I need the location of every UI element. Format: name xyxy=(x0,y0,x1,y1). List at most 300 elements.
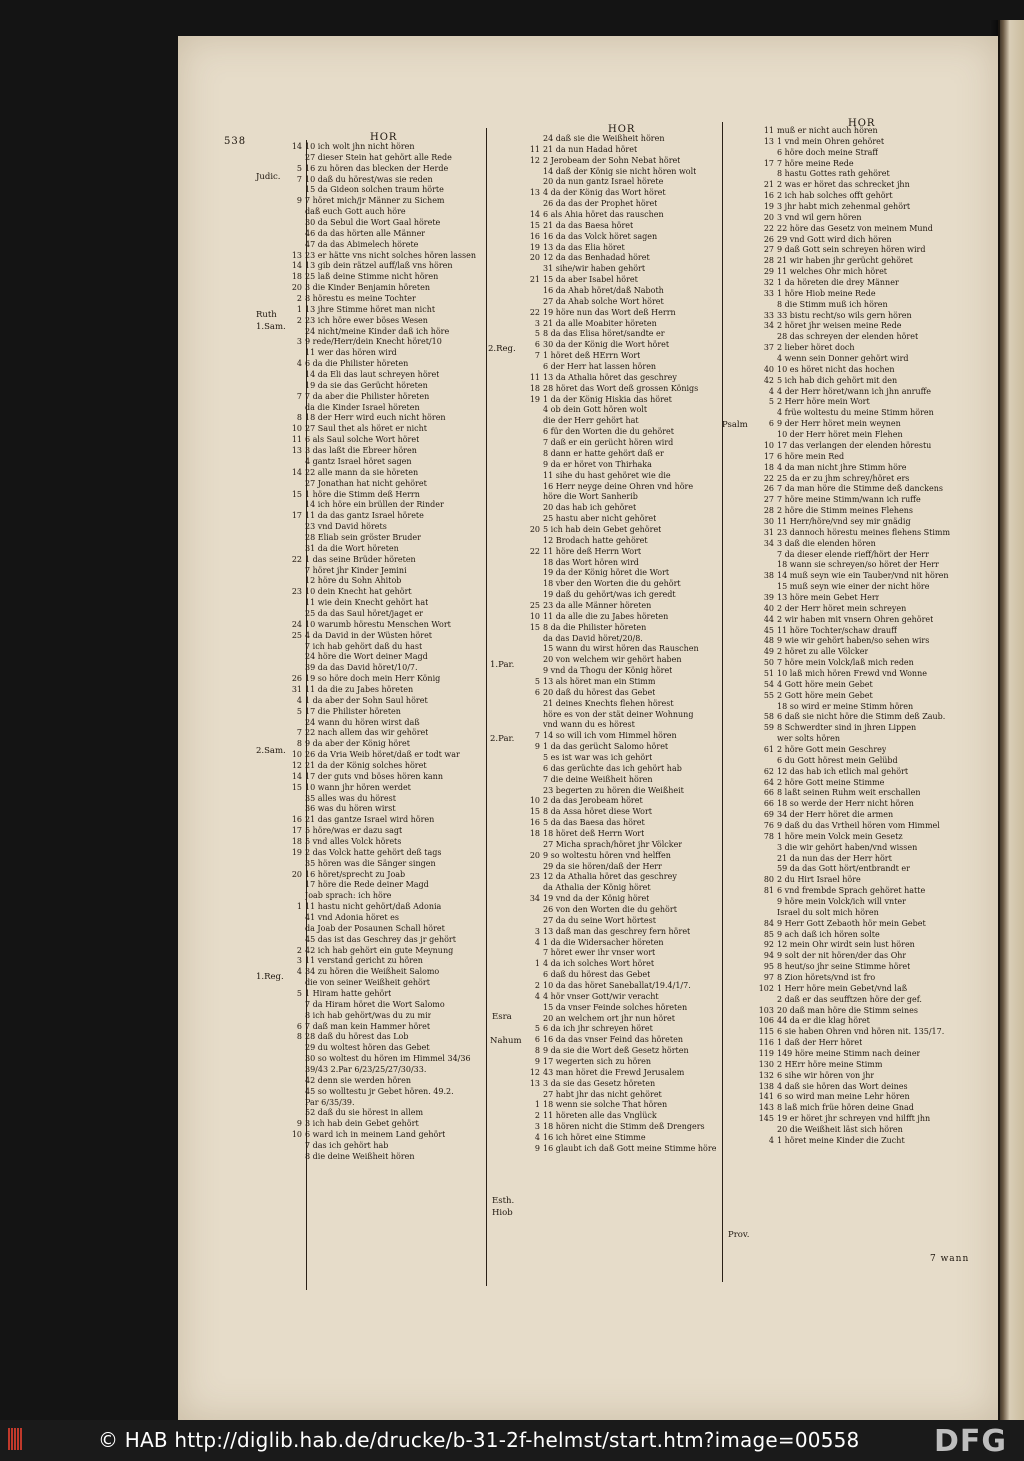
index-entry xyxy=(274,728,484,739)
index-entry xyxy=(512,449,722,460)
entry-text: 12 höre du Sohn Ahitob xyxy=(305,576,402,586)
chapter-number: 3 xyxy=(296,337,302,347)
chapter-number: 22 xyxy=(529,546,540,556)
index-entry xyxy=(274,891,484,902)
entry-text: 11 höre deß Herrn Wort xyxy=(543,546,642,556)
index-entry xyxy=(512,981,722,992)
entry-text: 2 höre die Stimm meines Flehens xyxy=(777,506,914,516)
entry-text: 9 höre mein Volck/ich will vnter xyxy=(777,897,906,907)
index-entry xyxy=(274,196,484,207)
chapter-number: 5 xyxy=(534,1024,540,1034)
entry-text: 6 ward ich in meinem Land gehört xyxy=(305,1130,446,1140)
entry-text: 5 vnd alles Volck hörets xyxy=(305,837,402,846)
entry-text: 18 wann sie schreyen/so höret der Herr xyxy=(777,560,939,570)
entry-text: 20 da nun gantz Israel hörete xyxy=(543,177,664,187)
chapter-number xyxy=(512,416,543,427)
entry-text: 6 du Gott hörest mein Gelübd xyxy=(777,755,898,765)
chapter-number: 3 xyxy=(534,926,540,936)
entry-text: 14 so will ich vom Himmel hören xyxy=(543,731,677,741)
chapter-number: 4 xyxy=(296,695,302,705)
entry-text: 34 zu hören die Weißheit Salomo xyxy=(305,967,440,977)
index-entry xyxy=(746,550,991,561)
index-entry xyxy=(512,210,722,221)
entry-text: 11 da die zu Jabes höreten xyxy=(305,684,414,694)
chapter-number: 66 xyxy=(763,788,774,798)
index-entry xyxy=(274,794,484,805)
entry-text: 13 da Athalia höret das geschrey xyxy=(543,372,677,382)
index-entry xyxy=(512,840,722,851)
chapter-number xyxy=(746,702,777,713)
entry-text: 8 dann er hatte gehört daß er xyxy=(543,448,664,458)
chapter-number xyxy=(512,471,543,482)
chapter-number: 22 xyxy=(763,223,774,233)
entry-text: 43 man höret die Frewd Jerusalem xyxy=(543,1067,685,1077)
chapter-number: 141 xyxy=(758,1092,774,1102)
entry-text: 1 Herr höre mein Gebet/vnd laß xyxy=(777,983,908,993)
entry-text: 11 sihe du hast gehöret wie die xyxy=(543,470,671,480)
entry-text: da Athalia der König höret xyxy=(543,883,651,893)
index-entry xyxy=(274,305,484,316)
entry-text: 7 höre meine Stimm/wann ich ruffe xyxy=(777,495,921,505)
chapter-number xyxy=(274,218,305,229)
entry-text: 16 höret/sprecht zu Joab xyxy=(305,869,406,879)
chapter-number xyxy=(512,883,543,894)
entry-text: 21 da der König solches höret xyxy=(305,760,427,770)
entry-text: 52 daß du sie hörest in allem xyxy=(305,1108,424,1118)
entry-text: 10 daß du hörest/was sie reden xyxy=(305,174,433,184)
index-entry xyxy=(274,1119,484,1130)
chapter-number xyxy=(512,970,543,981)
entry-text: 9 vnd da Thogu der König höret xyxy=(543,666,673,676)
entry-text: 12 mein Ohr wirdt sein lust hören xyxy=(777,940,915,950)
index-entry xyxy=(512,959,722,970)
index-entry xyxy=(746,843,991,854)
index-entry xyxy=(512,275,722,286)
entry-text: 27 habt jhr das nicht gehöret xyxy=(543,1089,662,1099)
entry-text: 11 da das gantz Israel hörete xyxy=(305,511,424,521)
index-entry xyxy=(274,251,484,262)
entry-text: 8 heut/so jhr seine Stimme höret xyxy=(777,962,911,972)
index-entry xyxy=(274,142,484,153)
index-entry xyxy=(512,1111,722,1122)
footer-bar xyxy=(0,1420,1024,1461)
chapter-number: 1 xyxy=(534,959,540,969)
index-entry xyxy=(274,327,484,338)
index-entry xyxy=(746,745,991,756)
chapter-number xyxy=(512,482,543,493)
entry-text: 4 ob dein Gott hören wolt xyxy=(543,405,648,415)
entry-text: 25 hastu aber nicht gehöret xyxy=(543,514,657,524)
column-rule-right xyxy=(722,122,723,1282)
index-entry xyxy=(274,337,484,348)
entry-text: 2 HErr höre meine Stimm xyxy=(777,1059,883,1069)
index-entry xyxy=(746,832,991,843)
index-entry xyxy=(512,655,722,666)
entry-text: 23 vnd David hörets xyxy=(305,522,387,532)
index-entry xyxy=(746,582,991,593)
entry-text: 7 daß er ein gerücht hören wird xyxy=(543,438,674,448)
index-entry xyxy=(512,992,722,1003)
chapter-number: 13 xyxy=(529,188,540,198)
chapter-number: 1 xyxy=(296,304,302,314)
index-entry xyxy=(512,731,722,742)
entry-text: 10 da das höret Saneballat/19.4/1/7. xyxy=(543,981,691,991)
chapter-number: 20 xyxy=(529,524,540,534)
entry-text: 22 alle mann da sie höreten xyxy=(305,467,419,477)
entry-text: 2 Gott höre mein Gebet xyxy=(777,690,873,700)
entry-text: 19 da sie das Gerücht höreten xyxy=(305,380,428,390)
entry-text: 5 ich hab dich gehört mit den xyxy=(777,375,898,385)
chapter-number: 13 xyxy=(291,250,302,260)
entry-text: 19 vnd da der König höret xyxy=(543,894,650,904)
entry-text: 6 als Ahia höret das rauschen xyxy=(543,210,664,220)
chapter-number xyxy=(512,905,543,916)
index-entry xyxy=(746,1049,991,1060)
index-entry xyxy=(274,989,484,1000)
entry-text: Joab sprach: ich höre xyxy=(305,891,392,901)
index-entry xyxy=(274,479,484,490)
chapter-number xyxy=(274,207,305,218)
entry-text: 23 da alle Männer höreten xyxy=(543,600,652,610)
entry-text: 39 da das David höret/10/7. xyxy=(305,663,418,673)
entry-text: 6 höre mein Red xyxy=(777,451,845,461)
entry-text: daß euch Gott auch höre xyxy=(305,207,406,217)
chapter-number: 4 xyxy=(534,1133,540,1143)
index-entry xyxy=(274,924,484,935)
index-entry xyxy=(274,967,484,978)
index-entry xyxy=(274,652,484,663)
chapter-number xyxy=(746,430,777,441)
index-entry xyxy=(512,471,722,482)
chapter-number xyxy=(512,438,543,449)
index-entry xyxy=(746,1016,991,1027)
index-entry xyxy=(746,1125,991,1136)
index-column-2 xyxy=(512,134,722,1155)
chapter-number: 4 xyxy=(534,991,540,1001)
entry-text: 28 höret das Wort deß grossen Königs xyxy=(543,383,699,393)
chapter-number: 21 xyxy=(763,180,774,190)
entry-text: 25 laß deine Stimme nicht hören xyxy=(305,272,439,282)
chapter-number: 4 xyxy=(768,1135,774,1145)
chapter-number xyxy=(512,503,543,514)
entry-text: 24 nicht/meine Kinder daß ich höre xyxy=(305,326,450,336)
index-entry xyxy=(274,772,484,783)
entry-text: 2 ich hab solches offt gehört xyxy=(777,191,893,201)
entry-text: 10 wann jhr hören werdet xyxy=(305,782,411,792)
index-entry xyxy=(274,218,484,229)
chapter-number xyxy=(274,663,305,674)
chapter-number: 18 xyxy=(291,837,302,846)
entry-text: 19 da der König höret die Wort xyxy=(543,568,670,578)
index-entry xyxy=(274,1098,484,1109)
entry-text: 3 das laßt die Ebreer hören xyxy=(305,446,417,456)
entry-text: 7 höre meine Rede xyxy=(777,158,854,168)
chapter-number: 116 xyxy=(758,1038,774,1048)
chapter-number xyxy=(512,786,543,797)
entry-text: 1 höret meine Kinder die Zucht xyxy=(777,1135,905,1145)
chapter-number: 102 xyxy=(758,983,774,993)
chapter-number xyxy=(512,134,543,145)
entry-text: 59 da das Gott hört/entbrandt er xyxy=(777,864,910,874)
entry-text: 27 da Ahab solche Wort höret xyxy=(543,296,664,306)
index-entry xyxy=(512,818,722,829)
index-entry xyxy=(274,294,484,305)
index-entry xyxy=(274,511,484,522)
entry-text: 4 früe woltestu du meine Stimm hören xyxy=(777,408,934,418)
chapter-number: 61 xyxy=(763,744,774,754)
chapter-number xyxy=(512,492,543,503)
index-entry xyxy=(746,1103,991,1114)
chapter-number: 15 xyxy=(529,220,540,230)
chapter-number: 40 xyxy=(763,364,774,374)
chapter-number: 2 xyxy=(296,294,302,304)
index-entry xyxy=(512,786,722,797)
entry-text: 2 höret jhr weisen meine Rede xyxy=(777,321,902,331)
entry-text: 1 höret deß HErrn Wort xyxy=(543,351,641,361)
entry-text: 15 wann du wirst hören das Rauschen xyxy=(543,644,699,654)
chapter-number xyxy=(512,764,543,775)
chapter-number xyxy=(274,1141,305,1152)
entry-text: 11 wer das hören wird xyxy=(305,348,397,358)
chapter-number: 55 xyxy=(763,690,774,700)
chapter-number xyxy=(512,405,543,416)
entry-text: 10 der Herr höret mein Flehen xyxy=(777,430,903,440)
chapter-number: 18 xyxy=(763,462,774,472)
index-entry xyxy=(274,902,484,913)
chapter-number: 31 xyxy=(763,527,774,537)
index-entry xyxy=(512,720,722,731)
index-entry xyxy=(512,753,722,764)
index-entry xyxy=(512,253,722,264)
index-entry xyxy=(512,134,722,145)
entry-text: 8 da Assa höret diese Wort xyxy=(543,807,652,817)
index-entry xyxy=(512,612,722,623)
index-entry xyxy=(512,568,722,579)
index-entry xyxy=(746,604,991,615)
chapter-number xyxy=(274,880,305,891)
index-entry xyxy=(274,522,484,533)
entry-text: 18 so wird er meine Stimm hören xyxy=(777,701,914,711)
index-entry xyxy=(746,951,991,962)
chapter-number xyxy=(274,1152,305,1163)
chapter-number: 34 xyxy=(763,538,774,548)
index-entry xyxy=(746,854,991,865)
chapter-number: 19 xyxy=(529,242,540,252)
chapter-number: 34 xyxy=(529,894,540,904)
index-entry xyxy=(512,970,722,981)
copyright-link[interactable]: © HAB http://diglib.hab.de/drucke/b-31-2f-helmst/start.htm?image=00558 xyxy=(98,1428,860,1452)
index-entry xyxy=(274,316,484,327)
entry-text: 6 als Saul solche Wort höret xyxy=(305,435,420,445)
entry-text: 2 da das Jerobeam höret xyxy=(543,796,643,806)
chapter-number xyxy=(274,642,305,653)
entry-text: 41 vnd Adonia höret es xyxy=(305,913,399,923)
chapter-number: 25 xyxy=(291,630,302,640)
index-entry xyxy=(512,373,722,384)
entry-text: 3 daß die elenden hören xyxy=(777,538,876,548)
chapter-number xyxy=(274,891,305,902)
entry-text: 9 daß du das Vrtheil hören vom Himmel xyxy=(777,821,940,830)
chapter-number: 115 xyxy=(758,1027,774,1037)
chapter-number xyxy=(746,854,777,865)
index-entry xyxy=(512,796,722,807)
index-entry xyxy=(746,278,991,289)
chapter-number: 9 xyxy=(534,1057,540,1067)
index-entry xyxy=(512,862,722,873)
chapter-number: 8 xyxy=(534,1046,540,1056)
index-entry xyxy=(746,593,991,604)
chapter-number xyxy=(512,699,543,710)
index-entry xyxy=(274,739,484,750)
chapter-number xyxy=(512,362,543,373)
entry-text: 13 da das Elia höret xyxy=(543,242,625,252)
chapter-number: 76 xyxy=(763,821,774,830)
chapter-number: 11 xyxy=(291,435,302,445)
entry-text: 18 das Wort hören wird xyxy=(543,557,639,567)
chapter-number xyxy=(274,522,305,533)
chapter-number: 62 xyxy=(763,766,774,776)
index-entry xyxy=(274,707,484,718)
chapter-number: 9 xyxy=(534,742,540,752)
index-entry xyxy=(746,408,991,419)
index-entry xyxy=(274,555,484,566)
index-entry xyxy=(274,1000,484,1011)
chapter-number: 7 xyxy=(296,174,302,184)
entry-text: 31 da die Wort höreten xyxy=(305,543,399,553)
index-entry xyxy=(746,1027,991,1038)
index-entry xyxy=(274,913,484,924)
index-entry xyxy=(746,169,991,180)
chapter-number xyxy=(512,753,543,764)
chapter-number: 5 xyxy=(534,676,540,686)
chapter-number: 9 xyxy=(534,1143,540,1153)
index-entry xyxy=(274,403,484,414)
chapter-number xyxy=(512,460,543,471)
index-entry xyxy=(274,1065,484,1076)
entry-text: 45 das ist das Geschrey das jr gehört xyxy=(305,934,456,944)
chapter-number xyxy=(746,354,777,365)
entry-text: 35 alles was du hörest xyxy=(305,793,396,803)
entry-text: 7 da dieser elende rieff/hört der Herr xyxy=(777,549,929,559)
chapter-number: 45 xyxy=(763,625,774,635)
chapter-number: 6 xyxy=(534,340,540,350)
index-entry xyxy=(512,1100,722,1111)
book-label: 1.Reg. xyxy=(256,972,284,982)
index-entry xyxy=(274,1032,484,1043)
index-entry xyxy=(746,615,991,626)
index-entry xyxy=(746,626,991,637)
chapter-number: 14 xyxy=(291,771,302,781)
entry-text: 10 es höret nicht das hochen xyxy=(777,364,895,374)
chapter-number xyxy=(512,264,543,275)
chapter-number: 10 xyxy=(529,796,540,806)
entry-text: 9 daß Gott sein schreyen hören wird xyxy=(777,245,926,255)
entry-text: 1 da die Widersacher höreten xyxy=(543,937,664,947)
entry-text: 10 dein Knecht hat gehört xyxy=(305,587,412,597)
entry-text: 6 daß du hörest das Gebet xyxy=(543,970,651,980)
index-entry xyxy=(274,424,484,435)
entry-text: 34 der Herr höret die armen xyxy=(777,810,894,820)
hab-logo-icon xyxy=(8,1428,30,1454)
index-entry xyxy=(746,321,991,332)
index-entry xyxy=(274,978,484,989)
chapter-number: 132 xyxy=(758,1070,774,1080)
chapter-number xyxy=(512,1090,543,1101)
chapter-number xyxy=(274,500,305,511)
chapter-number xyxy=(512,666,543,677)
book-label: Nahum xyxy=(490,1036,522,1046)
entry-text: 1 höre Hiob meine Rede xyxy=(777,288,876,298)
index-entry xyxy=(746,159,991,170)
entry-text: 17 der guts vnd böses hören kann xyxy=(305,771,443,781)
chapter-number xyxy=(746,1125,777,1136)
index-entry xyxy=(512,221,722,232)
chapter-number: 6 xyxy=(534,687,540,697)
chapter-number xyxy=(274,1076,305,1087)
index-entry xyxy=(746,245,991,256)
entry-text: vnd wann du es hörest xyxy=(543,720,635,730)
index-entry xyxy=(274,413,484,424)
index-entry xyxy=(512,492,722,503)
entry-text: 7 daß man kein Hammer höret xyxy=(305,1021,431,1031)
chapter-number: 18 xyxy=(529,829,540,838)
chapter-number: 14 xyxy=(291,261,302,271)
entry-text: 8 die deine Weißheit hören xyxy=(305,1151,415,1161)
chapter-number xyxy=(512,840,543,851)
chapter-number xyxy=(512,286,543,297)
chapter-number: 37 xyxy=(763,343,774,353)
entry-text: 27 Jonathan hat nicht gehöret xyxy=(305,478,427,488)
chapter-number: 69 xyxy=(763,810,774,820)
chapter-number xyxy=(274,935,305,946)
chapter-number xyxy=(274,1098,305,1109)
index-entry xyxy=(746,1071,991,1082)
entry-text: Par 6/35/39. xyxy=(305,1097,355,1107)
index-entry xyxy=(274,1108,484,1119)
index-entry xyxy=(746,463,991,474)
entry-text: 9 solt der nit hören/der das Ohr xyxy=(777,951,907,961)
catchword: 7 wann xyxy=(930,1254,970,1264)
index-entry xyxy=(274,392,484,403)
index-entry xyxy=(512,688,722,699)
chapter-number: 49 xyxy=(763,647,774,657)
chapter-number: 5 xyxy=(296,706,302,716)
index-entry xyxy=(746,756,991,767)
chapter-number xyxy=(274,652,305,663)
book-label: 2.Reg. xyxy=(488,344,516,354)
index-entry xyxy=(746,680,991,691)
chapter-number xyxy=(512,775,543,786)
entry-text: 21 da das Baesa höret xyxy=(543,220,634,230)
entry-text: 21 da nun Hadad höret xyxy=(543,144,638,154)
index-entry xyxy=(746,897,991,908)
index-entry xyxy=(512,536,722,547)
entry-text: 19 höre nun das Wort deß Herrn xyxy=(543,307,676,317)
chapter-number: 145 xyxy=(758,1114,774,1124)
entry-text: 7 höret ewer ihr vnser wort xyxy=(543,948,656,958)
chapter-number xyxy=(746,332,777,343)
chapter-number xyxy=(274,913,305,924)
index-entry xyxy=(274,185,484,196)
chapter-number: 2 xyxy=(534,1111,540,1121)
chapter-number: 4 xyxy=(296,359,302,369)
entry-text: 17 das verlangen der elenden hörestu xyxy=(777,440,932,450)
index-entry xyxy=(274,435,484,446)
entry-text: 9 da sie die Wort deß Gesetz hörten xyxy=(543,1046,689,1056)
chapter-number: 22 xyxy=(291,554,302,564)
chapter-number: 8 xyxy=(296,1032,302,1042)
entry-text: 24 wann du hören wirst daß xyxy=(305,717,420,727)
